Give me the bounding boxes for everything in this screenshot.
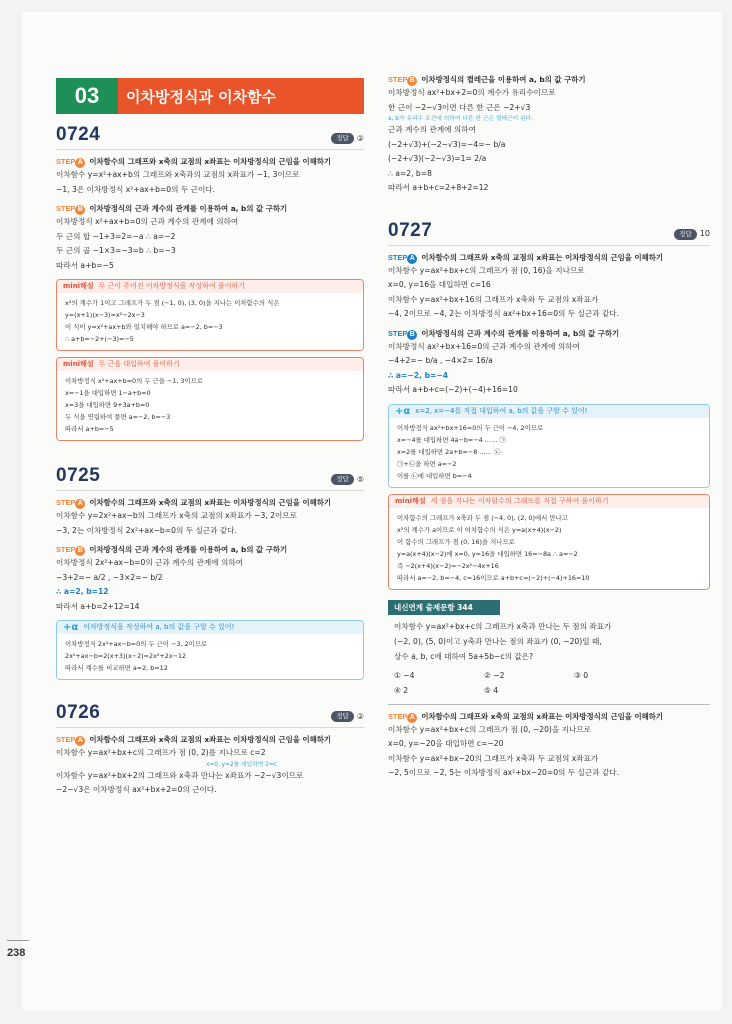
question-line: 이차함수 y=ax²+bx+c의 그래프가 x축과 만나는 두 점의 좌표가 <box>394 621 612 631</box>
text-line: 이차함수 y=ax²+bx+2의 그래프와 x축과 만나는 x좌표가 −2−√3이므로 <box>56 770 304 780</box>
mini-explanation-box <box>388 494 710 590</box>
text-line: x=2를 대입하면 2a+b=−8 …… ㉡ <box>397 447 501 456</box>
plus-tag: +α <box>395 405 411 417</box>
text-line: 두 식을 연립하여 풀면 a=−2, b=−3 <box>65 413 171 421</box>
text-line: 이차함수 y=ax²+bx+c의 그래프가 점 (0, 16)을 지나므로 <box>388 265 585 275</box>
step-tag: STEP A <box>388 252 417 264</box>
problem-number: 0726 <box>56 702 101 723</box>
text-line: 이차함수 y=ax²+bx+c의 그래프가 점 (0, 2)를 지나므로 c=2 <box>56 748 266 757</box>
box-title: 이차방정식을 작성하여 a, b의 값을 구할 수 있어! <box>83 623 235 631</box>
text-line: ∴ a=2, b=8 <box>388 168 432 178</box>
text-line: (−2+√3)(−2−√3)=1= 2/a <box>388 154 487 163</box>
plus-tag: +α <box>63 622 79 633</box>
text-line: 따라서 a+b=−5 <box>56 260 114 270</box>
box-title: 세 점을 지나는 이차함수의 그래프를 직접 구하여 풀이하기 <box>430 496 609 505</box>
text-line: 이차함수 y=2x²+ax−b의 그래프가 x축의 교점의 x좌표가 −3, 2이므로 <box>56 511 297 520</box>
text-line: x=0, y=−20을 대입하면 c=−20 <box>388 739 504 748</box>
text-line: ∴ a=2, b=12 <box>56 587 109 596</box>
answer-choices <box>394 668 704 698</box>
step-tag: STEP A <box>56 156 85 168</box>
mini-tag: mini해설 <box>395 496 426 505</box>
step-b: STEP B 이차방정식의 켤레근을 이용하여 a, b의 값 구하기 <box>388 75 586 84</box>
text-line: 이 함수의 그래프가 점 (0, 16)을 지나므로 <box>397 537 515 546</box>
mini-explanation-box <box>56 357 364 441</box>
text-line: −3+2=− a/2 , −3×2=− b/2 <box>56 572 163 582</box>
step-a: STEP A 이차함수의 그래프와 x축의 교점의 x좌표는 이차방정식의 근임을 이해하기 <box>388 711 664 721</box>
answer-tag: 정답 <box>331 711 354 722</box>
text-line: x²의 계수가 a이므로 이 이차함수의 식은 y=a(x+4)(x−2) <box>397 525 562 534</box>
text-line: 이차방정식 x²+ax+b=0의 두 근을 −1, 3이므로 <box>65 377 203 385</box>
answer <box>674 227 710 242</box>
choice: ⑤ 4 <box>484 685 499 695</box>
problem-header-0725 <box>56 465 364 491</box>
choice: ③ 0 <box>574 670 589 680</box>
page-rule <box>7 940 29 941</box>
step-tag: STEP B <box>56 544 85 556</box>
text-line: 이차방정식 2x²+ax−b=0의 두 근이 −3, 2이므로 <box>65 640 208 648</box>
note: x=0, y=2를 대입하면 2=c <box>206 761 278 768</box>
question-line: 상수 a, b, c에 대하여 5a+5b−c의 값은? <box>394 651 534 661</box>
text-line: 이차방정식 ax²+bx+2=0의 계수가 유리수이므로 <box>388 88 556 97</box>
text-line: y=(x+1)(x−3)=x²−2x−3 <box>65 311 145 319</box>
step-a: STEP A 이차함수의 그래프와 x축의 교점의 x좌표는 이차방정식의 근임을 이해하기 <box>388 252 664 262</box>
text-line: x=−4를 대입하면 4a−b=−4 …… ㉠ <box>397 435 506 444</box>
text-line: −1, 3은 이차방정식 x²+ax+b=0의 두 근이다. <box>56 184 216 194</box>
step-a: STEP A 이차함수의 그래프와 x축의 교점의 x좌표는 이차방정식의 근임을 이해하기 <box>56 498 332 507</box>
text-line: 이차함수 y=ax²+bx+16의 그래프가 x축와 두 교점의 x좌표가 <box>388 294 599 304</box>
text-line: 따라서 계수를 비교하면 a=2, b=12 <box>65 664 168 672</box>
step-tag: STEP A <box>388 711 417 723</box>
text-line: 한 근이 −2−√3이면 다른 한 근은 −2+√3 <box>388 102 531 112</box>
text-line: 이 식이 y=x²+ax+b와 일치해야 하므로 a=−2, b=−3 <box>65 323 223 331</box>
text-line: 이차함수 y=ax²+bx−20의 그래프가 x축과 두 교점의 x좌표가 <box>388 753 599 763</box>
text-line: −4+2=− b/a , −4×2= 16/a <box>388 356 493 365</box>
text-line: x=−1을 대입하면 1−a+b=0 <box>65 389 151 397</box>
text-line: ∴ a+b=−2+(−3)=−5 <box>65 335 134 343</box>
answer-tag: 정답 <box>674 229 697 240</box>
text-line: 이를 ㉡에 대입하면 b=−4 <box>397 471 472 480</box>
text-line: x=0, y=16을 대입하면 c=16 <box>388 280 491 289</box>
related-exam-problem <box>388 600 710 705</box>
text-line: 두 근의 합 −1+3=2=−a ∴ a=−2 <box>56 231 176 241</box>
problem-number: 0725 <box>56 465 101 486</box>
left-column <box>56 64 364 798</box>
chapter-banner <box>56 78 364 114</box>
step-b: STEP B 이차방정식의 근과 계수의 관계를 이용하여 a, b의 값 구하기 <box>388 328 620 338</box>
choice: ④ 2 <box>394 685 409 695</box>
text-line: 이차방정식 2x²+ax−b=0의 근과 계수의 관계에 의하여 <box>56 558 244 567</box>
step-a: STEP A 이차함수의 그래프와 x축의 교점의 x좌표는 이차방정식의 근임을 이해하기 <box>56 735 332 744</box>
text-line: 두 근의 곱 −1×3=−3=b ∴ b=−3 <box>56 246 176 255</box>
problem-number: 0724 <box>56 124 101 145</box>
text-line: 따라서 a+b+c=(−2)+(−4)+16=10 <box>388 385 518 394</box>
box-title: x=2, x=−4를 직접 대입하여 a, b의 값을 구할 수 있어! <box>415 406 588 415</box>
text-line: 이차방정식 x²+ax+b=0의 근과 계수의 관계에 의하여 <box>56 217 239 226</box>
text-line: −2−√3은 이차방정식 ax²+bx+2=0의 근이다. <box>56 785 217 794</box>
answer-value: ⑤ <box>356 474 364 484</box>
text-line: x=3을 대입하면 9+3a+b=0 <box>65 401 150 409</box>
answer <box>331 473 364 488</box>
right-column <box>388 64 710 781</box>
box-title: 두 근을 대입하여 풀이하기 <box>98 360 180 368</box>
step-b: STEP B 이차방정식의 근과 계수의 관계를 이용하여 a, b의 값 구하기 <box>56 204 288 213</box>
answer-value: 10 <box>699 229 710 238</box>
step-tag: STEP B <box>56 203 85 215</box>
text-line: 이차함수 y=ax²+bx+c의 그래프가 점 (0, −20)을 지나므로 <box>388 724 591 734</box>
step-tag: STEP B <box>388 328 417 340</box>
problem-number: 0727 <box>388 219 433 241</box>
text-line: −2, 5이므로 −2, 5는 이차방정식 ax²+bx−20=0의 두 실근과 같다. <box>388 768 620 777</box>
mini-explanation-box <box>56 279 364 351</box>
answer-value: ② <box>356 133 364 143</box>
page-number: 238 <box>7 947 26 959</box>
problem-header-0724 <box>56 124 364 150</box>
plus-alpha-box <box>388 404 710 488</box>
text-line: −3, 2는 이차방정식 2x²+ax−b=0의 두 실근과 같다. <box>56 525 237 535</box>
text-line: 따라서 a=−2, b=−4, c=16이므로 a+b+c=(−2)+(−4)+16=10 <box>397 573 590 582</box>
problem-header-0727 <box>388 220 710 246</box>
choice: ① −4 <box>394 670 415 680</box>
plus-alpha-box <box>56 620 364 680</box>
answer-value: ② <box>356 711 364 721</box>
text-line: 즉 −2(x+4)(x−2)=−2x²−4x+16 <box>397 561 499 570</box>
answer <box>331 132 364 147</box>
box-title: 두 근이 주어진 이차방정식을 작성하여 풀이하기 <box>98 282 245 290</box>
step-tag: STEP A <box>56 497 85 509</box>
chapter-title: 이차방정식과 이차함수 <box>118 78 364 114</box>
step-a: STEP A 이차함수의 그래프와 x축의 교점의 x좌표는 이차방정식의 근임을 이해하기 <box>56 157 332 166</box>
note: a, b가 유리수 조건에 의하여 다른 한 근은 켤레근이 된다. <box>388 116 534 122</box>
answer-tag: 정답 <box>331 133 354 144</box>
text-line: 이차함수 y=x²+ax+b의 그래프와 x축과의 교점의 x좌표가 −1, 3이므로 <box>56 170 300 179</box>
text-line: 이차함수의 그래프가 x축과 두 점 (−4, 0), (2, 0)에서 만나고 <box>397 513 568 522</box>
answer-tag: 정답 <box>331 474 354 485</box>
step-tag: STEP B <box>388 74 417 86</box>
text-line: −4, 2이므로 −4, 2는 이차방정식 ax²+bx+16=0의 두 실근과 같다. <box>388 309 620 318</box>
chapter-number: 03 <box>56 78 118 114</box>
problem-header-0726 <box>56 702 364 728</box>
text-line: 2x²+ax−b=2(x+3)(x−2)=2x²+2x−12 <box>65 652 187 660</box>
text-line: 근과 계수의 관계에 의하여 <box>388 125 476 134</box>
step-b: STEP B 이차방정식의 근과 계수의 관계를 이용하여 a, b의 값 구하기 <box>56 545 288 554</box>
text-line: 따라서 a+b+c=2+8+2=12 <box>388 183 489 192</box>
text-line: 이차방정식 ax²+bx+16=0의 두 근이 −4, 2이므로 <box>397 423 544 432</box>
text-line: (−2+√3)+(−2−√3)=−4=− b/a <box>388 139 506 149</box>
text-line: ㉠+㉡을 하면 a=−2 <box>397 459 457 468</box>
mini-tag: mini해설 <box>63 282 94 290</box>
question-line: (−2, 0), (5, 0)이고 y축과 만나는 점의 좌표가 (0, −20)일 때, <box>394 636 602 646</box>
choice: ② −2 <box>484 670 505 680</box>
text-line: x²의 계수가 1이고 그래프가 두 점 (−1, 0), (3, 0)을 지나는 이차함수의 식은 <box>65 299 280 307</box>
text-line: 따라서 a+b=2+12=14 <box>56 601 140 611</box>
answer <box>331 710 364 725</box>
text-line: y=a(x+4)(x−2)에 x=0, y=16을 대입하면 16=−8a ∴ a=−2 <box>397 549 578 558</box>
mini-tag: mini해설 <box>63 360 94 368</box>
text-line: ∴ a=−2, b=−4 <box>388 370 449 380</box>
related-exam-header: 내신연계 출제문항 344 <box>388 600 500 615</box>
text-line: 이차방정식 ax²+bx+16=0의 근과 계수의 관계에 의하여 <box>388 341 580 351</box>
step-tag: STEP A <box>56 734 85 746</box>
text-line: 따라서 a+b=−5 <box>65 425 114 433</box>
